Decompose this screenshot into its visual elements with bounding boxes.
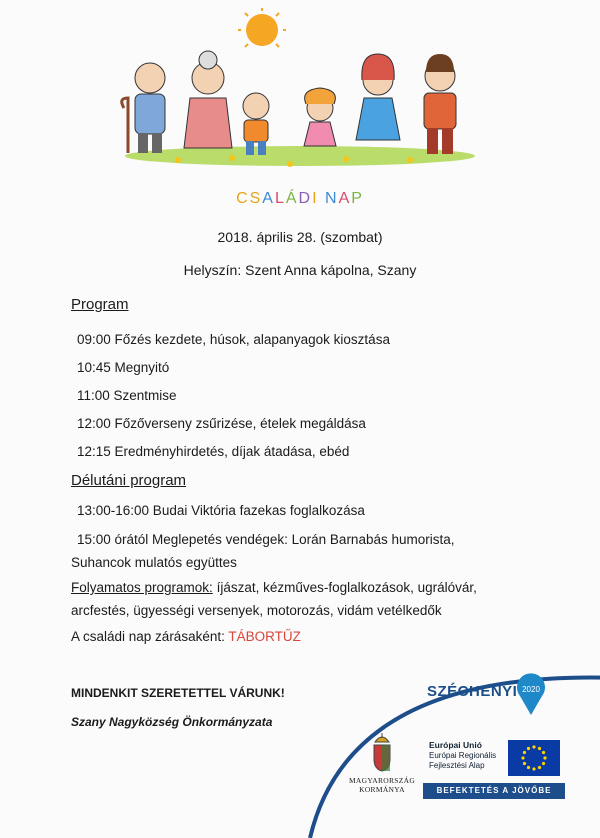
closing-line — [71, 629, 301, 644]
mom-figure — [356, 54, 400, 140]
closing-highlight: TÁBORTŰZ — [228, 629, 301, 644]
slogan-banner: BEFEKTETÉS A JÖVŐBE — [423, 783, 565, 799]
title-letter: A — [338, 190, 352, 207]
afternoon-item: 15:00 órától Meglepetés vendégek: Lorán Barnabás humorista, — [77, 532, 455, 547]
afternoon-item: 13:00-16:00 Budai Viktória fazekas foglalkozása — [77, 503, 365, 518]
eu-star-icon — [532, 767, 535, 770]
welcome-text: MINDENKIT SZERETETTEL VÁRUNK! — [71, 686, 285, 700]
hungary-crest-icon — [369, 733, 395, 773]
eu-star-icon — [532, 745, 535, 748]
eu-star-icon — [543, 756, 546, 759]
afternoon-heading: Délutáni program — [71, 472, 187, 489]
program-item: 10:45 Megnyitó — [77, 360, 170, 375]
eu-star-icon — [527, 766, 530, 769]
family-illustration — [110, 8, 490, 170]
grandma-figure — [184, 51, 232, 148]
svg-text:2020: 2020 — [522, 685, 540, 694]
hungarian-government-label — [340, 776, 424, 794]
eu-star-icon — [538, 766, 541, 769]
eu-label — [429, 740, 496, 771]
eu-star-icon — [538, 747, 541, 750]
program-item: 12:15 Eredményhirdetés, díjak átadása, ebéd — [77, 444, 350, 459]
ongoing-line-2: arcfestés, ügyességi versenyek, motorozás, vidám vetélkedők — [71, 603, 442, 618]
title-letter: D — [298, 190, 313, 207]
program-item: 11:00 Szentmise — [77, 388, 177, 403]
grass — [125, 146, 475, 166]
boy-figure — [243, 93, 269, 155]
afternoon-item: Suhancok mulatós együttes — [71, 555, 237, 570]
title-letter: L — [274, 190, 286, 207]
sun-icon — [238, 8, 286, 47]
event-date: 2018. április 28. (szombat) — [217, 229, 383, 245]
program-item: 12:00 Főzőverseny zsűrizése, ételek megáldása — [77, 416, 366, 431]
government-line-1: MAGYARORSZÁG — [348, 776, 416, 785]
eu-line-2: Európai Regionális — [429, 751, 497, 760]
eu-star-icon — [523, 762, 526, 765]
organizer-name: Szany Nagyközség Önkormányzata — [71, 715, 273, 729]
title-letter: S — [249, 190, 263, 207]
grandpa-figure — [122, 63, 165, 153]
title-letter: I — [312, 190, 319, 207]
eu-star-icon — [542, 751, 545, 754]
program-heading: Program — [71, 296, 129, 313]
government-line-2: KORMÁNYA — [359, 785, 405, 794]
eu-star-icon — [523, 751, 526, 754]
ongoing-label: Folyamatos programok: — [71, 580, 213, 595]
ongoing-text-1: íjászat, kézműves-foglalkozások, ugrálóvár, — [212, 580, 477, 595]
title-letter: P — [351, 190, 364, 207]
program-item: 09:00 Főzés kezdete, húsok, alapanyagok kiosztása — [77, 332, 390, 347]
szechenyi-logo-text: SZÉCHENYI — [427, 683, 518, 700]
ongoing-line-1 — [71, 580, 477, 595]
title-letter: A — [262, 190, 275, 207]
title-letter: N — [325, 190, 339, 207]
title-letter: Á — [285, 190, 299, 207]
event-venue: Helyszín: Szent Anna kápolna, Szany — [183, 262, 417, 278]
szechenyi-pin-icon — [515, 672, 547, 716]
eu-line-3: Fejlesztési Alap — [429, 761, 485, 770]
eu-star-icon — [527, 747, 530, 750]
closing-text: A családi nap zárásaként: — [71, 629, 229, 644]
title-letter: C — [236, 190, 250, 207]
dad-figure — [424, 54, 456, 154]
eu-star-icon — [521, 756, 524, 759]
eu-line-1: Európai Unió — [429, 740, 482, 750]
eu-flag-icon — [508, 740, 560, 776]
eu-star-icon — [542, 762, 545, 765]
event-title — [0, 190, 600, 208]
girl-figure — [304, 88, 336, 146]
